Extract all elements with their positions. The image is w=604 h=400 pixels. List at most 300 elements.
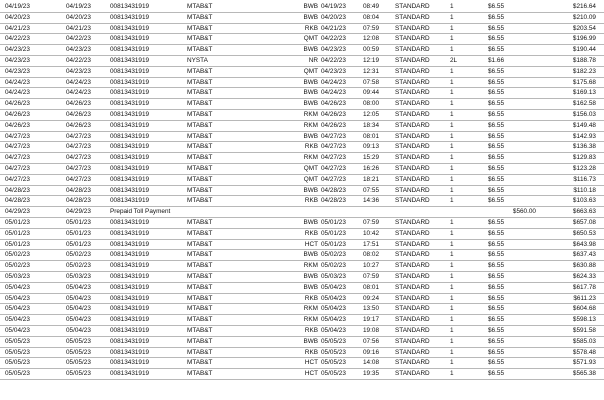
- table-row: [0, 45, 604, 56]
- agency-name: MTAB&T: [187, 262, 213, 270]
- payment-amount: $560.00: [512, 208, 536, 216]
- transaction-date: 04/26/23: [66, 100, 91, 108]
- plaza-code: RKB: [304, 229, 318, 237]
- vehicle-class: STANDARD: [395, 35, 430, 43]
- vehicle-class: STANDARD: [395, 305, 430, 313]
- transaction-date: 04/26/23: [66, 121, 91, 129]
- table-row: [0, 229, 604, 240]
- exit-date: 04/24/23: [321, 89, 346, 97]
- payment-row: [0, 207, 604, 218]
- transaction-date: 05/02/23: [66, 262, 91, 270]
- tag-number: 00813431919: [110, 165, 150, 172]
- exit-time: 09:16: [363, 348, 379, 356]
- tag-number: 00813431919: [110, 273, 150, 280]
- tag-number: 00813431919: [110, 197, 150, 205]
- vehicle-class: STANDARD: [395, 251, 430, 259]
- axle-count: 1: [450, 294, 454, 302]
- exit-time: 00:59: [363, 46, 379, 54]
- tag-number: 00813431919: [110, 316, 150, 324]
- toll-amount: $6.55: [488, 13, 504, 21]
- vehicle-class: STANDARD: [395, 175, 430, 183]
- exit-time: 12:08: [363, 35, 379, 43]
- exit-time: 12:19: [363, 57, 379, 64]
- agency-name: MTAB&T: [187, 165, 213, 172]
- plaza-code: RKB: [304, 348, 318, 356]
- axle-count: 2L: [450, 57, 458, 64]
- running-balance: $585.03: [572, 337, 596, 345]
- exit-date: 04/26/23: [321, 121, 346, 129]
- tag-number: 00813431919: [110, 283, 150, 291]
- posting-date: 05/02/23: [5, 251, 30, 259]
- exit-date: 04/27/23: [321, 132, 346, 140]
- exit-time: 14:36: [363, 197, 379, 205]
- transaction-date: 05/04/23: [66, 294, 91, 302]
- vehicle-class: STANDARD: [395, 132, 430, 140]
- posting-date: 04/23/23: [5, 57, 30, 64]
- running-balance: $210.09: [572, 13, 596, 21]
- agency-name: MTAB&T: [187, 283, 213, 291]
- running-balance: $571.93: [572, 359, 596, 367]
- table-row: [0, 186, 604, 197]
- agency-name: MTAB&T: [187, 132, 213, 140]
- exit-date: 05/05/23: [321, 337, 346, 345]
- transaction-date: 04/27/23: [66, 132, 91, 140]
- plaza-code: BWB: [303, 273, 318, 280]
- plaza-code: BWB: [303, 132, 318, 140]
- exit-time: 08:00: [363, 100, 379, 108]
- axle-count: 1: [450, 13, 454, 21]
- toll-amount: $6.55: [488, 46, 504, 54]
- vehicle-class: STANDARD: [395, 262, 430, 270]
- exit-date: 05/04/23: [321, 316, 346, 324]
- table-row: [0, 132, 604, 143]
- exit-date: 04/23/23: [321, 67, 346, 75]
- exit-time: 12:31: [363, 67, 379, 75]
- tag-number: 00813431919: [110, 337, 150, 345]
- table-row: [0, 56, 604, 67]
- vehicle-class: STANDARD: [395, 370, 430, 378]
- posting-date: 05/01/23: [5, 219, 30, 226]
- toll-amount: $6.55: [488, 197, 504, 205]
- running-balance: $643.98: [572, 240, 596, 248]
- agency-name: MTAB&T: [187, 13, 213, 21]
- plaza-code: NR: [308, 57, 318, 64]
- agency-name: MTAB&T: [187, 294, 213, 302]
- toll-amount: $6.55: [488, 111, 504, 118]
- posting-date: 04/28/23: [5, 186, 30, 194]
- axle-count: 1: [450, 262, 454, 270]
- toll-amount: $6.55: [488, 294, 504, 302]
- toll-amount: $6.55: [488, 100, 504, 108]
- exit-time: 19:08: [363, 327, 379, 334]
- axle-count: 1: [450, 229, 454, 237]
- plaza-code: RKB: [304, 24, 318, 32]
- agency-name: MTAB&T: [187, 327, 213, 334]
- toll-amount: $6.55: [488, 186, 504, 194]
- toll-amount: $6.55: [488, 370, 504, 378]
- tag-number: 00813431919: [110, 78, 150, 86]
- toll-amount: $6.55: [488, 132, 504, 140]
- table-row: [0, 283, 604, 294]
- toll-amount: $6.55: [488, 262, 504, 270]
- tag-number: 00813431919: [110, 132, 150, 140]
- exit-time: 08:01: [363, 283, 379, 291]
- exit-time: 13:50: [363, 305, 379, 313]
- agency-name: MTAB&T: [187, 143, 213, 151]
- agency-name: MTAB&T: [187, 251, 213, 259]
- plaza-code: RKM: [303, 316, 318, 324]
- tag-number: 00813431919: [110, 89, 150, 97]
- transaction-date: 04/27/23: [66, 175, 91, 183]
- plaza-code: RKB: [304, 327, 318, 334]
- table-row: [0, 2, 604, 13]
- toll-amount: $6.55: [488, 240, 504, 248]
- exit-time: 18:34: [363, 121, 379, 129]
- posting-date: 05/04/23: [5, 305, 30, 313]
- plaza-code: BWB: [303, 219, 318, 226]
- transaction-date: 04/23/23: [66, 46, 91, 54]
- exit-date: 04/21/23: [321, 24, 346, 32]
- axle-count: 1: [450, 305, 454, 313]
- plaza-code: HCT: [304, 359, 318, 367]
- posting-date: 04/26/23: [5, 100, 30, 108]
- posting-date: 04/24/23: [5, 78, 30, 86]
- transaction-description: Prepaid Toll Payment: [110, 208, 171, 216]
- vehicle-class: STANDARD: [395, 121, 430, 129]
- vehicle-class: STANDARD: [395, 143, 430, 151]
- running-balance: $611.23: [573, 294, 596, 302]
- toll-amount: $6.55: [488, 67, 504, 75]
- tag-number: 00813431919: [110, 154, 150, 162]
- exit-date: 05/04/23: [321, 327, 346, 334]
- transaction-date: 04/24/23: [66, 89, 91, 97]
- agency-name: NYSTA: [187, 57, 208, 64]
- vehicle-class: STANDARD: [395, 100, 430, 108]
- table-row: [0, 218, 604, 229]
- agency-name: MTAB&T: [187, 89, 213, 97]
- axle-count: 1: [450, 100, 454, 108]
- agency-name: MTAB&T: [187, 337, 213, 345]
- exit-date: 04/27/23: [321, 143, 346, 151]
- transaction-date: 04/27/23: [66, 165, 91, 172]
- exit-time: 19:35: [363, 370, 379, 378]
- tag-number: 00813431919: [110, 240, 150, 248]
- exit-time: 17:51: [363, 240, 379, 248]
- agency-name: MTAB&T: [187, 186, 213, 194]
- transaction-date: 05/01/23: [66, 219, 91, 226]
- toll-amount: $6.55: [488, 121, 504, 129]
- plaza-code: BWB: [303, 337, 318, 345]
- exit-date: 05/01/23: [321, 229, 346, 237]
- tag-number: 00813431919: [110, 348, 150, 356]
- axle-count: 1: [450, 197, 454, 205]
- running-balance: $637.43: [572, 251, 596, 259]
- vehicle-class: STANDARD: [395, 165, 430, 172]
- running-balance: $169.13: [572, 89, 596, 97]
- posting-date: 05/01/23: [5, 229, 30, 237]
- running-balance: $190.44: [572, 46, 596, 54]
- exit-time: 07:55: [363, 186, 379, 194]
- plaza-code: BWB: [303, 46, 318, 54]
- posting-date: 04/21/23: [5, 24, 30, 32]
- plaza-code: BWB: [303, 3, 318, 10]
- agency-name: MTAB&T: [187, 305, 213, 313]
- tag-number: 00813431919: [110, 305, 150, 313]
- axle-count: 1: [450, 24, 454, 32]
- exit-date: 04/27/23: [321, 165, 346, 172]
- axle-count: 1: [450, 154, 454, 162]
- running-balance: $617.78: [572, 283, 596, 291]
- exit-time: 15:29: [363, 154, 379, 162]
- posting-date: 04/27/23: [5, 175, 30, 183]
- running-balance: $142.93: [572, 132, 596, 140]
- running-balance: $598.13: [572, 316, 596, 324]
- table-row: [0, 272, 604, 283]
- posting-date: 04/28/23: [5, 197, 30, 205]
- posting-date: 04/23/23: [5, 67, 30, 75]
- agency-name: MTAB&T: [187, 240, 213, 248]
- table-row: [0, 153, 604, 164]
- posting-date: 05/04/23: [5, 316, 30, 324]
- tag-number: 00813431919: [110, 111, 150, 118]
- table-row: [0, 142, 604, 153]
- table-row: [0, 175, 604, 186]
- table-row: [0, 24, 604, 35]
- axle-count: 1: [450, 316, 454, 324]
- exit-date: 05/01/23: [321, 219, 346, 226]
- toll-amount: $6.55: [488, 89, 504, 97]
- exit-date: 04/28/23: [321, 186, 346, 194]
- posting-date: 05/05/23: [5, 348, 30, 356]
- transaction-date: 05/01/23: [66, 229, 91, 237]
- axle-count: 1: [450, 67, 454, 75]
- plaza-code: BWB: [303, 89, 318, 97]
- running-balance: $188.78: [572, 57, 596, 64]
- axle-count: 1: [450, 273, 454, 280]
- plaza-code: BWB: [303, 13, 318, 21]
- tag-number: 00813431919: [110, 13, 150, 21]
- exit-time: 08:02: [363, 251, 379, 259]
- running-balance: $663.63: [572, 208, 596, 216]
- transaction-date: 04/29/23: [66, 208, 91, 216]
- vehicle-class: STANDARD: [395, 154, 430, 162]
- transaction-date: 05/01/23: [66, 240, 91, 248]
- table-row: [0, 88, 604, 99]
- running-balance: $624.33: [572, 273, 596, 280]
- axle-count: 1: [450, 132, 454, 140]
- table-row: [0, 13, 604, 24]
- tag-number: 00813431919: [110, 57, 150, 64]
- transaction-date: 04/28/23: [66, 197, 91, 205]
- exit-date: 04/27/23: [321, 154, 346, 162]
- exit-date: 05/05/23: [321, 370, 346, 378]
- exit-time: 12:05: [363, 111, 379, 118]
- table-row: [0, 326, 604, 337]
- vehicle-class: STANDARD: [395, 67, 430, 75]
- exit-time: 14:08: [363, 359, 379, 367]
- axle-count: 1: [450, 348, 454, 356]
- vehicle-class: STANDARD: [395, 240, 430, 248]
- vehicle-class: STANDARD: [395, 197, 430, 205]
- running-balance: $129.83: [572, 154, 596, 162]
- vehicle-class: STANDARD: [395, 89, 430, 97]
- exit-time: 09:13: [363, 143, 379, 151]
- agency-name: MTAB&T: [187, 24, 213, 32]
- posting-date: 04/26/23: [5, 121, 30, 129]
- exit-time: 09:24: [363, 294, 379, 302]
- plaza-code: QMT: [303, 165, 318, 172]
- axle-count: 1: [450, 327, 454, 334]
- axle-count: 1: [450, 359, 454, 367]
- toll-amount: $1.66: [488, 57, 504, 64]
- exit-date: 05/02/23: [321, 251, 346, 259]
- exit-time: 18:21: [363, 175, 379, 183]
- table-row: [0, 164, 604, 175]
- vehicle-class: STANDARD: [395, 316, 430, 324]
- exit-date: 05/02/23: [321, 262, 346, 270]
- tag-number: 00813431919: [110, 67, 150, 75]
- toll-amount: $6.55: [488, 229, 504, 237]
- plaza-code: HCT: [304, 240, 318, 248]
- exit-time: 10:42: [363, 229, 379, 237]
- table-row: [0, 78, 604, 89]
- vehicle-class: STANDARD: [395, 283, 430, 291]
- axle-count: 1: [450, 186, 454, 194]
- plaza-code: QMT: [303, 67, 318, 75]
- transaction-date: 05/04/23: [66, 305, 91, 313]
- running-balance: $578.48: [572, 348, 596, 356]
- posting-date: 05/05/23: [5, 359, 30, 367]
- exit-time: 07:59: [363, 273, 379, 280]
- plaza-code: RKB: [304, 143, 318, 151]
- tag-number: 00813431919: [110, 370, 150, 378]
- exit-date: 04/26/23: [321, 100, 346, 108]
- posting-date: 05/04/23: [5, 294, 30, 302]
- transaction-date: 05/05/23: [66, 337, 91, 345]
- transaction-date: 04/19/23: [66, 3, 91, 10]
- axle-count: 1: [450, 219, 454, 226]
- tag-number: 00813431919: [110, 175, 150, 183]
- running-balance: $196.99: [572, 35, 596, 43]
- tag-number: 00813431919: [110, 219, 150, 226]
- tag-number: 00813431919: [110, 359, 150, 367]
- vehicle-class: STANDARD: [395, 229, 430, 237]
- axle-count: 1: [450, 283, 454, 291]
- table-row: [0, 348, 604, 359]
- toll-amount: $6.55: [488, 154, 504, 162]
- agency-name: MTAB&T: [187, 78, 213, 86]
- vehicle-class: STANDARD: [395, 24, 430, 32]
- vehicle-class: STANDARD: [395, 57, 430, 64]
- running-balance: $136.38: [572, 143, 596, 151]
- vehicle-class: STANDARD: [395, 294, 430, 302]
- vehicle-class: STANDARD: [395, 13, 430, 21]
- tag-number: 00813431919: [110, 35, 150, 43]
- plaza-code: BWB: [303, 186, 318, 194]
- exit-date: 05/05/23: [321, 348, 346, 356]
- toll-amount: $6.55: [488, 348, 504, 356]
- transaction-date: 05/05/23: [66, 370, 91, 378]
- toll-amount: $6.55: [488, 359, 504, 367]
- posting-date: 04/20/23: [5, 13, 30, 21]
- posting-date: 05/04/23: [5, 283, 30, 291]
- exit-time: 07:56: [363, 337, 379, 345]
- agency-name: MTAB&T: [187, 121, 213, 129]
- posting-date: 05/01/23: [5, 240, 30, 248]
- axle-count: 1: [450, 165, 454, 172]
- transaction-date: 04/20/23: [66, 13, 91, 21]
- toll-amount: $6.55: [488, 251, 504, 259]
- vehicle-class: STANDARD: [395, 359, 430, 367]
- exit-date: 04/19/23: [321, 3, 346, 10]
- toll-amount: $6.55: [488, 337, 504, 345]
- running-balance: $565.38: [572, 370, 596, 378]
- running-balance: $149.48: [572, 121, 596, 129]
- table-row: [0, 34, 604, 45]
- exit-time: 07:59: [363, 219, 379, 226]
- toll-amount: $6.55: [488, 3, 504, 10]
- toll-amount: $6.55: [488, 327, 504, 334]
- posting-date: 04/27/23: [5, 165, 30, 172]
- exit-time: 19:17: [363, 316, 379, 324]
- agency-name: MTAB&T: [187, 35, 213, 43]
- agency-name: MTAB&T: [187, 154, 213, 162]
- exit-date: 05/04/23: [321, 283, 346, 291]
- exit-date: 04/22/23: [321, 35, 346, 43]
- agency-name: MTAB&T: [187, 348, 213, 356]
- tag-number: 00813431919: [110, 100, 150, 108]
- plaza-code: RKM: [303, 121, 318, 129]
- transaction-date: 04/21/23: [66, 24, 91, 32]
- agency-name: MTAB&T: [187, 3, 213, 10]
- axle-count: 1: [450, 46, 454, 54]
- agency-name: MTAB&T: [187, 100, 213, 108]
- axle-count: 1: [450, 251, 454, 259]
- toll-amount: $6.55: [488, 143, 504, 151]
- exit-time: 07:59: [363, 24, 379, 32]
- tag-number: 00813431919: [110, 46, 150, 54]
- vehicle-class: STANDARD: [395, 46, 430, 54]
- axle-count: 1: [450, 121, 454, 129]
- tag-number: 00813431919: [110, 3, 150, 10]
- toll-amount: $6.55: [488, 175, 504, 183]
- running-balance: $216.64: [572, 3, 596, 10]
- posting-date: 04/27/23: [5, 132, 30, 140]
- agency-name: MTAB&T: [187, 67, 213, 75]
- axle-count: 1: [450, 35, 454, 43]
- agency-name: MTAB&T: [187, 111, 213, 118]
- table-row: [0, 369, 604, 380]
- running-balance: $175.68: [572, 78, 596, 86]
- exit-time: 08:49: [363, 3, 379, 10]
- transaction-date: 04/23/23: [66, 67, 91, 75]
- exit-time: 08:04: [363, 13, 379, 21]
- agency-name: MTAB&T: [187, 229, 213, 237]
- plaza-code: RKM: [303, 154, 318, 162]
- exit-date: 05/04/23: [321, 294, 346, 302]
- posting-date: 04/27/23: [5, 154, 30, 162]
- toll-amount: $6.55: [488, 305, 504, 313]
- plaza-code: QMT: [303, 35, 318, 43]
- exit-date: 04/24/23: [321, 78, 346, 86]
- axle-count: 1: [450, 175, 454, 183]
- transaction-date: 05/04/23: [66, 283, 91, 291]
- vehicle-class: STANDARD: [395, 273, 430, 280]
- table-row: [0, 261, 604, 272]
- exit-date: 05/05/23: [321, 359, 346, 367]
- running-balance: $591.58: [572, 327, 596, 334]
- tag-number: 00813431919: [110, 143, 150, 151]
